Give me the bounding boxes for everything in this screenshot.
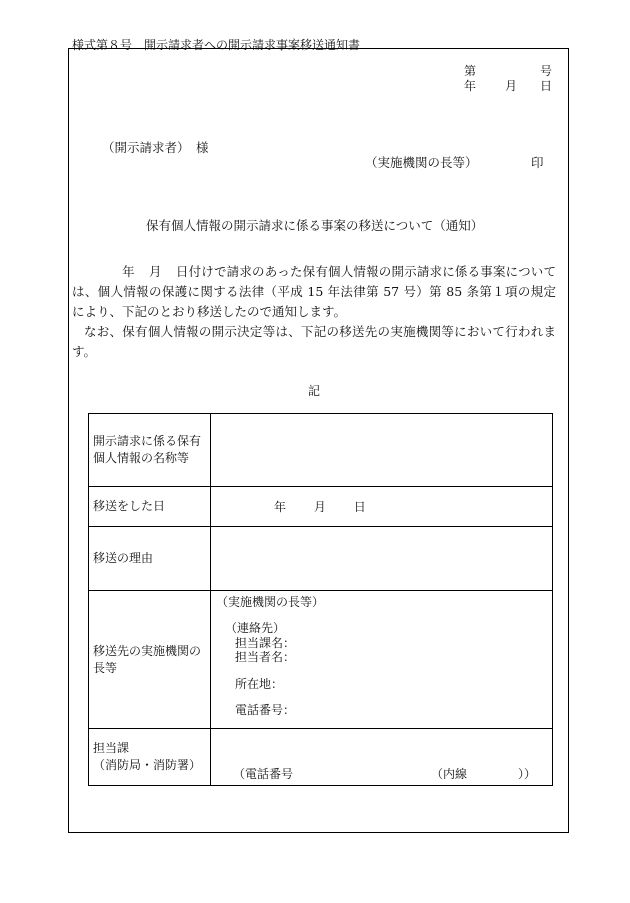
table-row [89,527,553,591]
date-day-label: 日 [540,79,553,93]
addressee-name: （開示請求者） [102,140,190,155]
table-row [89,729,553,786]
body-text: 日付けで請求のあった保有個人情報の開示請求に係る事案については、個人情報の保護に関する法律（平成 15 年法律第 57 号）第 85 条第１項の規定により、下記のとおり移送したので通知します。 [72,264,556,319]
seal-mark: 印 [531,155,544,170]
destination-label: 移送先の実施機関の 長等 [89,591,211,729]
sender-name: （実施機関の長等） [365,155,478,170]
destination-value[interactable] [211,591,553,729]
destination-person: 担当者名： [235,650,296,664]
destination-address: 所在地： [235,677,284,691]
table-row [89,591,553,729]
subject-title: 保有個人情報の開示請求に係る事案の移送について（通知） [146,218,484,233]
transfer-reason-value[interactable] [211,527,553,591]
table-row [89,414,553,487]
date-year-label: 年 [464,79,477,93]
transfer-reason-label: 移送の理由 [89,527,211,591]
body-month: 月 [148,264,162,279]
responsible-ext: （内線 [431,767,468,781]
body-year: 年 [122,264,135,279]
body-paragraph-1 [72,262,556,322]
destination-head: （実施機関の長等） [216,595,325,609]
addressee-honorific: 様 [196,140,209,155]
destination-contact: （連絡先） [225,621,286,635]
details-table [88,413,553,786]
destination-phone: 電話番号： [235,703,296,717]
transfer-date-value[interactable] [211,487,553,527]
info-name-value[interactable] [211,414,553,487]
responsible-section-value[interactable] [211,729,553,786]
responsible-phone: （電話番号 [233,767,294,781]
transfer-month: 月 [313,500,326,514]
transfer-date-label: 移送をした日 [89,487,211,527]
transfer-year: 年 [274,500,287,514]
number-prefix: 第 [464,64,477,78]
transfer-day: 日 [353,500,366,514]
responsible-close: ）） [518,767,537,781]
number-suffix: 号 [540,64,553,78]
date-month-label: 月 [505,79,518,93]
table-row [89,487,553,527]
body-paragraph-2: なお、保有個人情報の開示決定等は、下記の移送先の実施機関等において行われます。 [72,324,556,359]
form-title: 様式第８号 開示請求者への開示請求事案移送通知書 [72,38,361,52]
info-name-label: 開示請求に係る保有 個人情報の名称等 [89,414,211,487]
ki-heading: 記 [308,384,321,398]
destination-section: 担当課名： [235,636,296,650]
responsible-section-label: 担当課 （消防局・消防署） [89,729,211,786]
